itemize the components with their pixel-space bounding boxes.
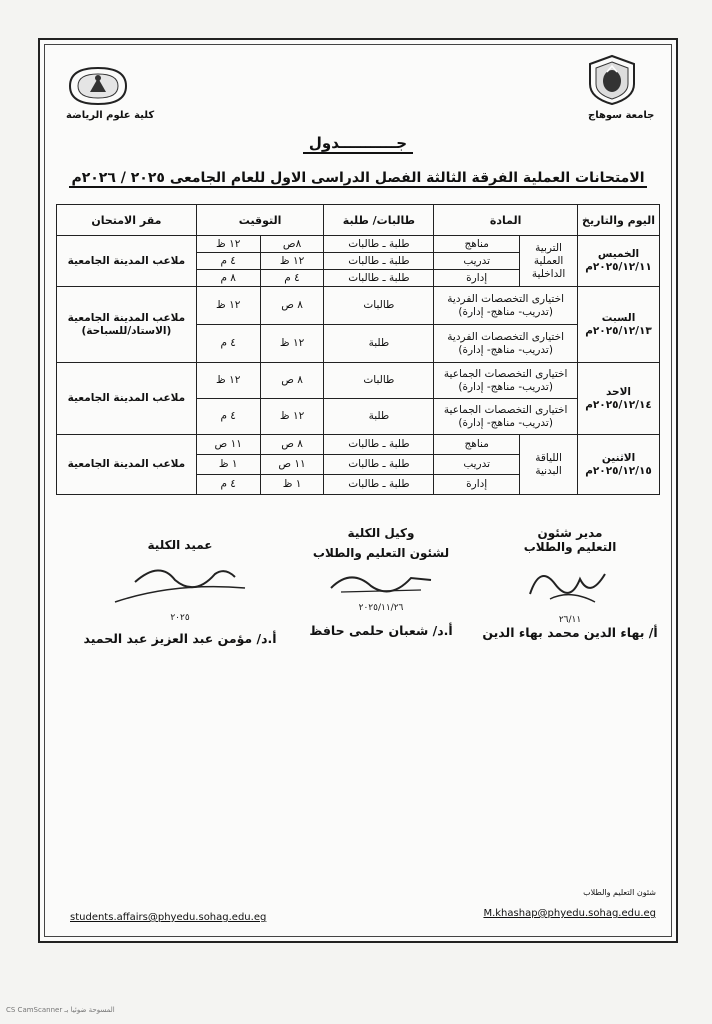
handwritten-signature [510,554,630,612]
students-cell: طلبة ـ طالبات [324,253,434,270]
table-row [57,363,660,399]
header-day: اليوم والتاريخ [578,205,660,236]
subject-cell: اختيارى التخصصات الفردية (تدريب- مناهج- إدارة) [434,287,578,325]
track-cell: تدريب [434,253,520,270]
time-to-cell: ٤ م [196,253,260,270]
document-title: جـــــــــــدول [40,134,676,152]
time-from-cell: ١ ظ [260,475,324,495]
track-cell: مناهج [434,236,520,253]
subject-cell: اختيارى التخصصات الجماعية (تدريب- مناهج- إدارة) [434,363,578,399]
students-cell: طلبة ـ طالبات [324,270,434,287]
time-to-cell: ٤ م [196,325,260,363]
venue-cell: ملاعب المدينة الجامعية [57,435,197,495]
students-cell: طالبات [324,363,434,399]
subject-cell: اختيارى التخصصات الفردية (تدريب- مناهج- إدارة) [434,325,578,363]
table-row [57,287,660,325]
university-logo [582,54,642,106]
header-subject: المادة [434,205,578,236]
time-to-cell: ٤ م [196,399,260,435]
time-from-cell: ٨ ص [260,287,324,325]
students-cell: طلبة [324,325,434,363]
subject-cell: التربية العملية الداخلية [520,236,578,287]
time-to-cell: ١١ ص [196,435,260,455]
handwritten-signature [321,560,441,600]
time-to-cell: ١٢ ظ [196,287,260,325]
time-from-cell: ٤ م [260,270,324,287]
email-link-left[interactable]: students.affairs@phyedu.sohag.edu.eg [70,912,267,923]
university-caption: جامعة سوهاج [588,110,655,121]
signature-vice-dean: وكيل الكلية لشئون التعليم والطلاب ٢٠٢٥/١١/٢٦ أ.د/ شعبان حلمى حافظ [309,526,453,638]
document-subtitle: الامتحانات العملية الفرقة الثالثة الفصل الدراسى الاول للعام الجامعى ٢٠٢٥ / ٢٠٢٦م [71,170,645,186]
time-from-cell: ١٢ ظ [260,325,324,363]
signature-dean: عميد الكلية ٢٠٢٥ أ.د/ مؤمن عبد العزيز عبد الحميد [83,538,277,646]
exam-schedule-table [56,204,660,495]
time-from-cell: ٨ ص [260,435,324,455]
time-to-cell: ١ ظ [196,455,260,475]
students-cell: طلبة ـ طالبات [324,236,434,253]
time-to-cell: ١٢ ظ [196,363,260,399]
time-to-cell: ٤ م [196,475,260,495]
email-link-right[interactable]: M.khashap@phyedu.sohag.edu.eg [483,908,656,919]
time-to-cell: ١٢ ظ [196,236,260,253]
students-cell: طالبات [324,287,434,325]
students-cell: طلبة ـ طالبات [324,455,434,475]
day-cell: الاثنين ٢٠٢٥/١٢/١٥م [578,435,660,495]
header-students: طالبات/ طلبة [324,205,434,236]
venue-cell: ملاعب المدينة الجامعية [57,363,197,435]
time-to-cell: ٨ م [196,270,260,287]
venue-cell: ملاعب المدينة الجامعية [57,236,197,287]
day-cell: السبت ٢٠٢٥/١٢/١٣م [578,287,660,363]
signature-director: مدير شئون التعليم والطلاب ٢٦/١١ أ/ بهاء الدين محمد بهاء الدين [482,526,658,640]
subject-cell: اللياقة البدنية [520,435,578,495]
faculty-caption: كلية علوم الرياضة [66,110,155,121]
track-cell: إدارة [434,475,520,495]
track-cell: مناهج [434,435,520,455]
header-timing: التوقيت [196,205,324,236]
table-row [57,236,660,253]
scanner-watermark: CS CamScanner المسوحة ضوئيا بـ [6,1006,115,1014]
students-cell: طلبة ـ طالبات [324,435,434,455]
time-from-cell: ١٢ ظ [260,399,324,435]
footer-department: شئون التعليم والطلاب [583,888,656,897]
subject-cell: اختيارى التخصصات الجماعية (تدريب- مناهج- إدارة) [434,399,578,435]
students-cell: طلبة ـ طالبات [324,475,434,495]
time-from-cell: ١٢ ظ [260,253,324,270]
track-cell: تدريب [434,455,520,475]
time-from-cell: ٨ص [260,236,324,253]
time-from-cell: ١١ ص [260,455,324,475]
document-page [38,38,678,943]
table-header-row [57,205,660,236]
handwritten-signature [105,552,255,610]
venue-cell: ملاعب المدينة الجامعية (الاستاد/للسباحة) [57,287,197,363]
track-cell: إدارة [434,270,520,287]
table-row [57,435,660,455]
day-cell: الاحد ٢٠٢٥/١٢/١٤م [578,363,660,435]
faculty-logo [66,64,130,108]
day-cell: الخميس ٢٠٢٥/١٢/١١م [578,236,660,287]
time-from-cell: ٨ ص [260,363,324,399]
header-venue: مقر الامتحان [57,205,197,236]
students-cell: طلبة [324,399,434,435]
